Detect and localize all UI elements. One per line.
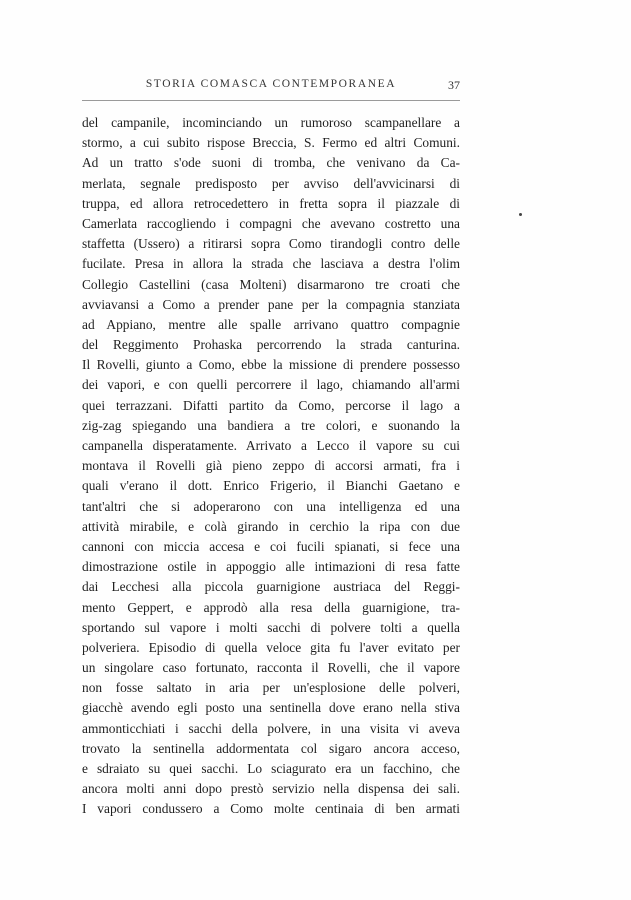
text-line: ad Appiano, mentre alle spalle arrivano quattro compagnie [82,316,460,332]
text-line: dai Lecchesi alla piccola guarnigione austriaca del Reggi- [82,579,460,595]
text-line: dei vapori, e con quelli percorrere il lago, chiamando all'armi [82,377,460,393]
text-line: e sdraiato su quei sacchi. Lo sciagurato era un facchino, che [82,761,460,776]
text-line: un singolare caso fortunato, racconta il Rovelli, che il vapore [82,660,460,676]
text-line: Camerlata raccogliendo i compagni che avevano costretto una [82,215,460,231]
text-line: attività mirabile, e colà girando in cerchio la ripa con due [82,518,460,534]
text-line: polveriera. Episodio di quella veloce gita fu l'aver evitato per [82,639,460,655]
running-head [82,78,460,98]
text-line: dimostrazione ostile in appoggio alle intimazioni di resa fatte [82,559,460,575]
text-line: staffetta (Ussero) a ritirarsi sopra Como tirandogli contro delle [82,236,460,252]
text-line: truppa, ed allora retrocedettero in fretta sopra il piazzale di [82,195,460,211]
text-line: giacchè avendo egli posto una sentinella dove erano nella stiva [82,700,460,716]
text-line: zig-zag spiegando una bandiera a tre colori, e suonando la [82,417,460,433]
text-line: Il Rovelli, giunto a Como, ebbe la missione di prendere possesso [82,357,460,373]
page-number: 37 [448,78,460,92]
text-line: del campanile, incominciando un rumoroso scampanellare a [82,115,460,130]
text-line: Collegio Castellini (casa Molteni) disarmarono tre croati che [82,276,460,292]
text-line: cannoni con miccia accesa e coi fucili spianati, si fece una [82,538,460,554]
text-line: non fosse saltato in aria per un'esplosione delle polveri, [82,680,460,696]
text-line: Ad un tratto s'ode suoni di tromba, che venivano da Ca- [82,155,460,171]
text-line: campanella disperatamente. Arrivato a Lecco il vapore su cui [82,438,460,453]
running-title: STORIA COMASCA CONTEMPORANEA [145,78,397,90]
text-line: sportando sul vapore i molti sacchi di polvere tolti a quella [82,619,460,635]
text-line: ammonticchiati i sacchi della polvere, in una visita vi aveva [82,720,460,736]
body-text [82,113,460,820]
text-line: fucilate. Presa in allora la strada che lasciava a destra l'olim [82,256,460,272]
text-line: trovato la sentinella addormentata col sigaro ancora acceso, [82,740,460,756]
text-line: I vapori condussero a Como molte centinaia di ben armati [82,801,460,817]
text-line: del Reggimento Prohaska percorrendo la strada canturina. [82,337,460,353]
text-line: tant'altri che si adoperarono con una intelligenza ed una [82,498,460,514]
text-line: quali v'erano il dott. Enrico Frigerio, il Bianchi Gaetano e [82,478,460,494]
text-line: quei terrazzani. Difatti partito da Como, percorse il lago a [82,397,460,413]
text-line: stormo, a cui subito rispose Breccia, S. Fermo ed altri Comuni. [82,135,460,151]
margin-speck [519,213,522,216]
text-line: ancora molti anni dopo prestò servizio nella dispensa dei sali. [82,781,460,797]
text-line: mento Geppert, e approdò alla resa della guarnigione, tra- [82,599,460,615]
text-line: merlata, segnale predisposto per avviso dell'avvicinarsi di [82,175,460,191]
text-line: avviavansi a Como a prender pane per la compagnia stanziata [82,296,460,312]
text-line: montava il Rovelli già pieno zeppo di accorsi armati, fra i [82,458,460,474]
header-rule [82,100,460,101]
